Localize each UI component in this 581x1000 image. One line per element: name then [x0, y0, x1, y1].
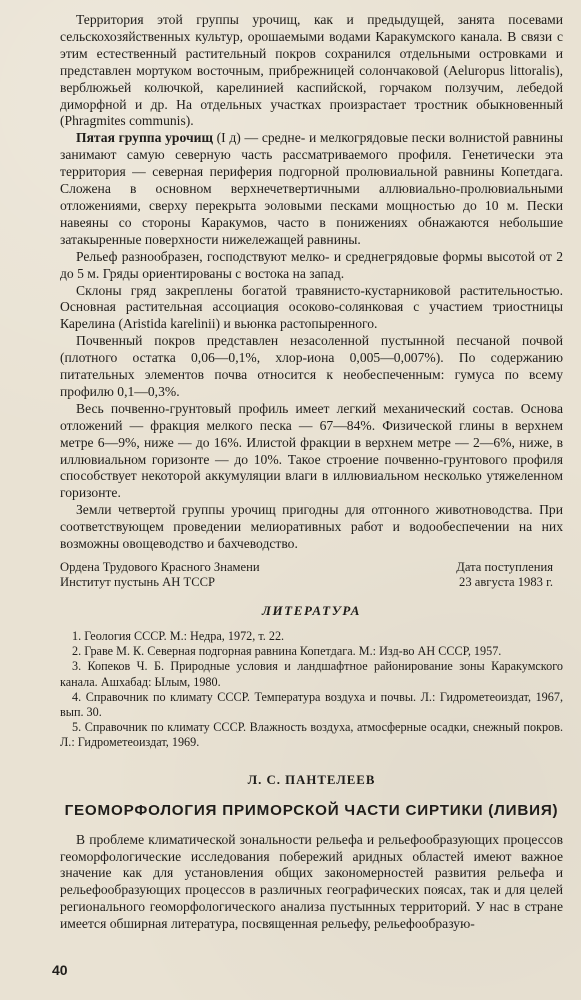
body-paragraph-2	[60, 130, 563, 248]
reference-item-1: 1. Геология СССР. М.: Недра, 1972, т. 22.	[72, 629, 285, 643]
received-date: 23 августа 1983 г.	[459, 574, 553, 589]
reference-item-5: 5. Справочник по климату СССР. Влажность воздуха, атмосферные осадки, снежный покров. Л.: Гидрометеоиздат, 1969.	[60, 720, 563, 750]
reference-item-2: 2. Граве М. К. Северная подгорная равнина Копетдага. М.: Изд-во АН СССР, 1957.	[72, 644, 502, 659]
reference-item-4: 4. Справочник по климату СССР. Температура воздуха и почвы. Л.: Гидрометеоиздат, 1967, вып. 30.	[60, 689, 563, 720]
institution-line-1: Ордена Трудового Красного Знамени	[60, 560, 260, 574]
article-title: ГЕОМОРФОЛОГИЯ ПРИМОРСКОЙ ЧАСТИ СИРТИКИ (ЛИВИЯ)	[64, 801, 559, 819]
received-block	[456, 560, 553, 589]
institution-line-2: Институт пустынь АН ТССР	[60, 574, 216, 589]
reference-item-3: 3. Копеков Ч. Б. Природные условия и ландшафтное районирование зоны Каракумского канала. Ашхабад: Ылым, 1980.	[60, 659, 563, 689]
body-paragraph-7: Земли четвертой группы урочищ пригодны для отгонного животноводства. При соответствующем проведении мелиоративных работ и водообеспечении на них возможны овощеводство и бахчеводство.	[60, 502, 563, 552]
body-paragraph-5: Почвенный покров представлен незасоленной пустынной песчаной почвой (плотного остатка 0,06—0,1%, хлор-иона 0,005—0,007%). По содержанию питательных элементов почва относится к необеспеченным: гумуса по всему профилю 0,1—0,3%.	[60, 333, 563, 399]
references-list	[60, 629, 563, 751]
received-label: Дата поступления	[456, 560, 553, 574]
article-intro: В проблеме климатической зональности рельефа и рельефообразующих процессов геоморфологические исследования побережий аридных областей имеют важное значение как для установления общих закономерностей развития рельефа и рельефообразующих процессов в различных географических поясах, так и для целей регионального геоморфологического анализа пустынных территорий. У нас в стране имеется обширная литература, посвященная рельефу, рельефообразую-	[60, 831, 563, 932]
body-paragraph-3: Рельеф разнообразен, господствуют мелко- и среднегрядовые формы высотой от 2 до 5 м. Гряды ориентированы с востока на запад.	[60, 248, 563, 281]
article-meta	[60, 560, 563, 589]
institution-block	[60, 560, 260, 589]
references-title: ЛИТЕРАТУРА	[261, 603, 362, 618]
body-paragraph-4: Склоны гряд закреплены богатой травянисто-кустарниковой растительностью. Основная растительная ассоциация осоково-солянковая с участием триостницы Карелина (Aristida karelinii) и вьюнка растопыренного.	[60, 282, 563, 332]
section-lead-rest: (I д) — средне- и мелкогрядовые пески волнистой равнины занимают самую северную часть рассматриваемого профиля. Генетически эта территория — северная периферия подгорной пролювиальной равнины Копетдага. Сложена в основном верхнечетвертичными аллювиально-пролювиальными отложениями, сверху перекрыта эоловыми песками мощностью до 10 м. Пески навеяны со стороны Каракумов, часто в понижениях обнажаются небольшие затакыренные поверхности нижележащей равнины.	[60, 130, 563, 247]
article-author: Л. С. ПАНТЕЛЕЕВ	[247, 772, 376, 787]
page-content	[60, 12, 563, 933]
body-paragraph-6: Весь почвенно-грунтовый профиль имеет легкий механический состав. Основа отложений — фракция мелкого песка — 67—84%. Физической глины в верхнем метре 6—9%, ниже — до 16%. Илистой фракции в верхнем метре — 2—6%, ниже, в иллювиальном горизонте — до 10%. Такое строение почвенно-грунтового профиля способствует некоторой аккумуляции влаги в иллювиальном несколько утяжеленном горизонте.	[60, 400, 563, 501]
body-paragraph-1: Территория этой группы урочищ, как и предыдущей, занята посевами сельскохозяйственных культур, орошаемыми водами Каракумского канала. В связи с этим естественный растительный покров сохранился отдельными островками и представлен мортуком восточным, прибрежницей солончаковой (Aeluropus littoralis), верблюжьей колючкой, карелинией каспийской, горчаком ползучим, лебедой диморфной и др. На отдельных участках произрастает тростник обыкновенный (Phragmites communis).	[60, 12, 563, 129]
section-lead: Пятая группа урочищ	[76, 130, 213, 146]
page-number: 40	[52, 962, 68, 978]
